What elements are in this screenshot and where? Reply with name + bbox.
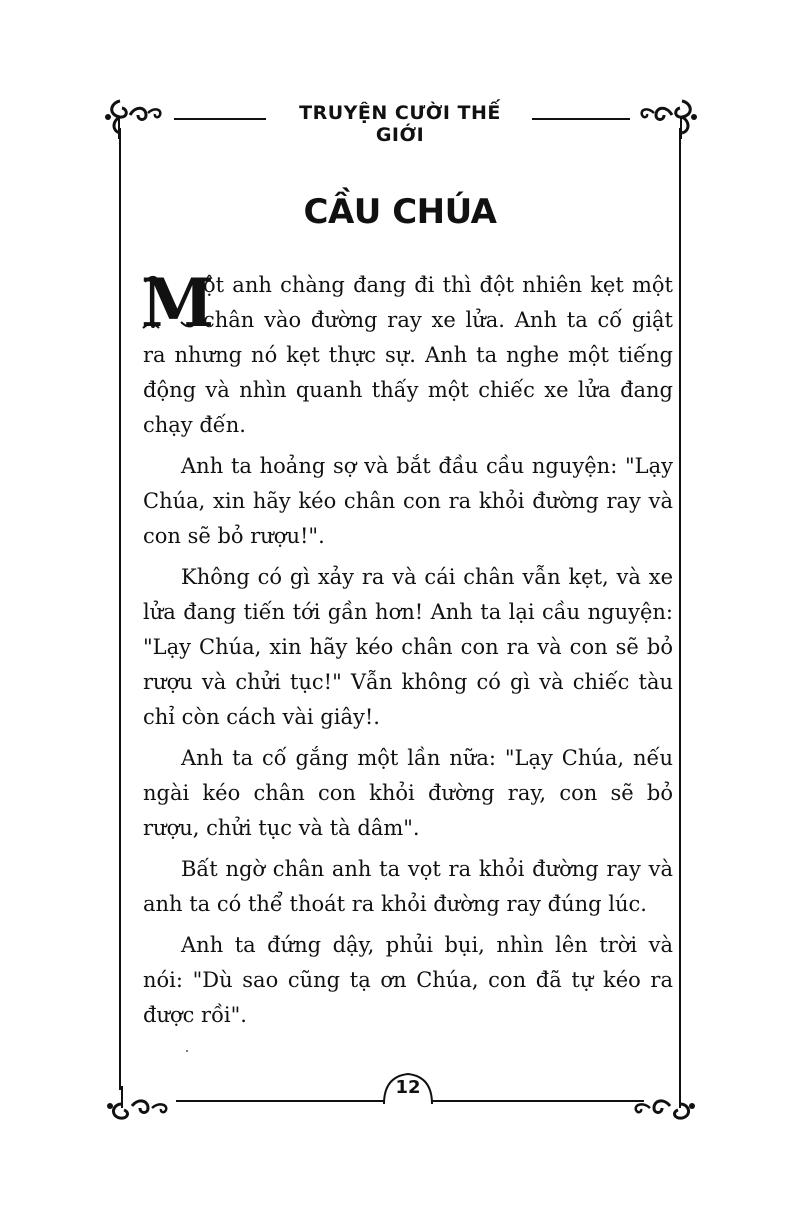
bottom-right-ornament-icon <box>620 1082 698 1126</box>
frame-right-line <box>679 128 681 1090</box>
top-right-ornament-icon <box>628 95 702 139</box>
drop-cap <box>141 264 215 342</box>
top-left-ornament-icon <box>100 95 174 139</box>
drop-cap-letter: M <box>141 264 215 342</box>
page-number: 12 <box>395 1077 421 1098</box>
paragraph-5: Bất ngờ chân anh ta vọt ra khỏi đường ray và anh ta có thể thoát ra khỏi đường ray đúng lúc. <box>143 857 673 916</box>
paragraph-6: Anh ta đứng dậy, phủi bụi, nhìn lên trời và nói: "Dù sao cũng tạ ơn Chúa, con đã tự kéo ra được rồi". <box>143 933 673 1027</box>
header-rule-right <box>532 118 630 120</box>
paragraph-1 <box>141 264 673 443</box>
footer-rule-right <box>432 1100 644 1102</box>
frame-left-line <box>119 128 121 1090</box>
paragraph-2: Anh ta hoảng sợ và bắt đầu cầu nguyện: "Lạy Chúa, xin hãy kéo chân con ra khỏi đường ray và con sẽ bỏ rượu!". <box>143 454 673 548</box>
footer-rule-left <box>176 1100 384 1102</box>
running-header: TRUYỆN CƯỜI THẾ GIỚI <box>299 102 501 146</box>
bottom-left-ornament-icon <box>104 1082 182 1126</box>
stray-dot <box>186 1050 188 1052</box>
paragraph-3: Không có gì xảy ra và cái chân vẫn kẹt, và xe lửa đang tiến tới gần hơn! Anh ta lại cầu nguyện: "Lạy Chúa, xin hãy kéo chân con ra và con sẽ bỏ rượu và chửi tục!" Vẫn không có gì và chiếc tàu chỉ còn cách vài giây!. <box>143 565 673 729</box>
story-title: CẦU CHÚA <box>303 192 497 232</box>
story-body <box>141 264 673 1033</box>
paragraph-1-text: ột anh chàng đang đi thì đột nhiên kẹt một chân vào đường ray xe lửa. Anh ta cố giật ra nhưng nó kẹt thực sự. Anh ta nghe một tiếng động và nhìn quanh thấy một chiếc xe lửa đang chạy đến. <box>143 273 673 437</box>
paragraph-4: Anh ta cố gắng một lần nữa: "Lạy Chúa, nếu ngài kéo chân con khỏi đường ray, con sẽ bỏ rượu, chửi tục và tà dâm". <box>143 746 673 840</box>
header-rule-left <box>174 118 266 120</box>
